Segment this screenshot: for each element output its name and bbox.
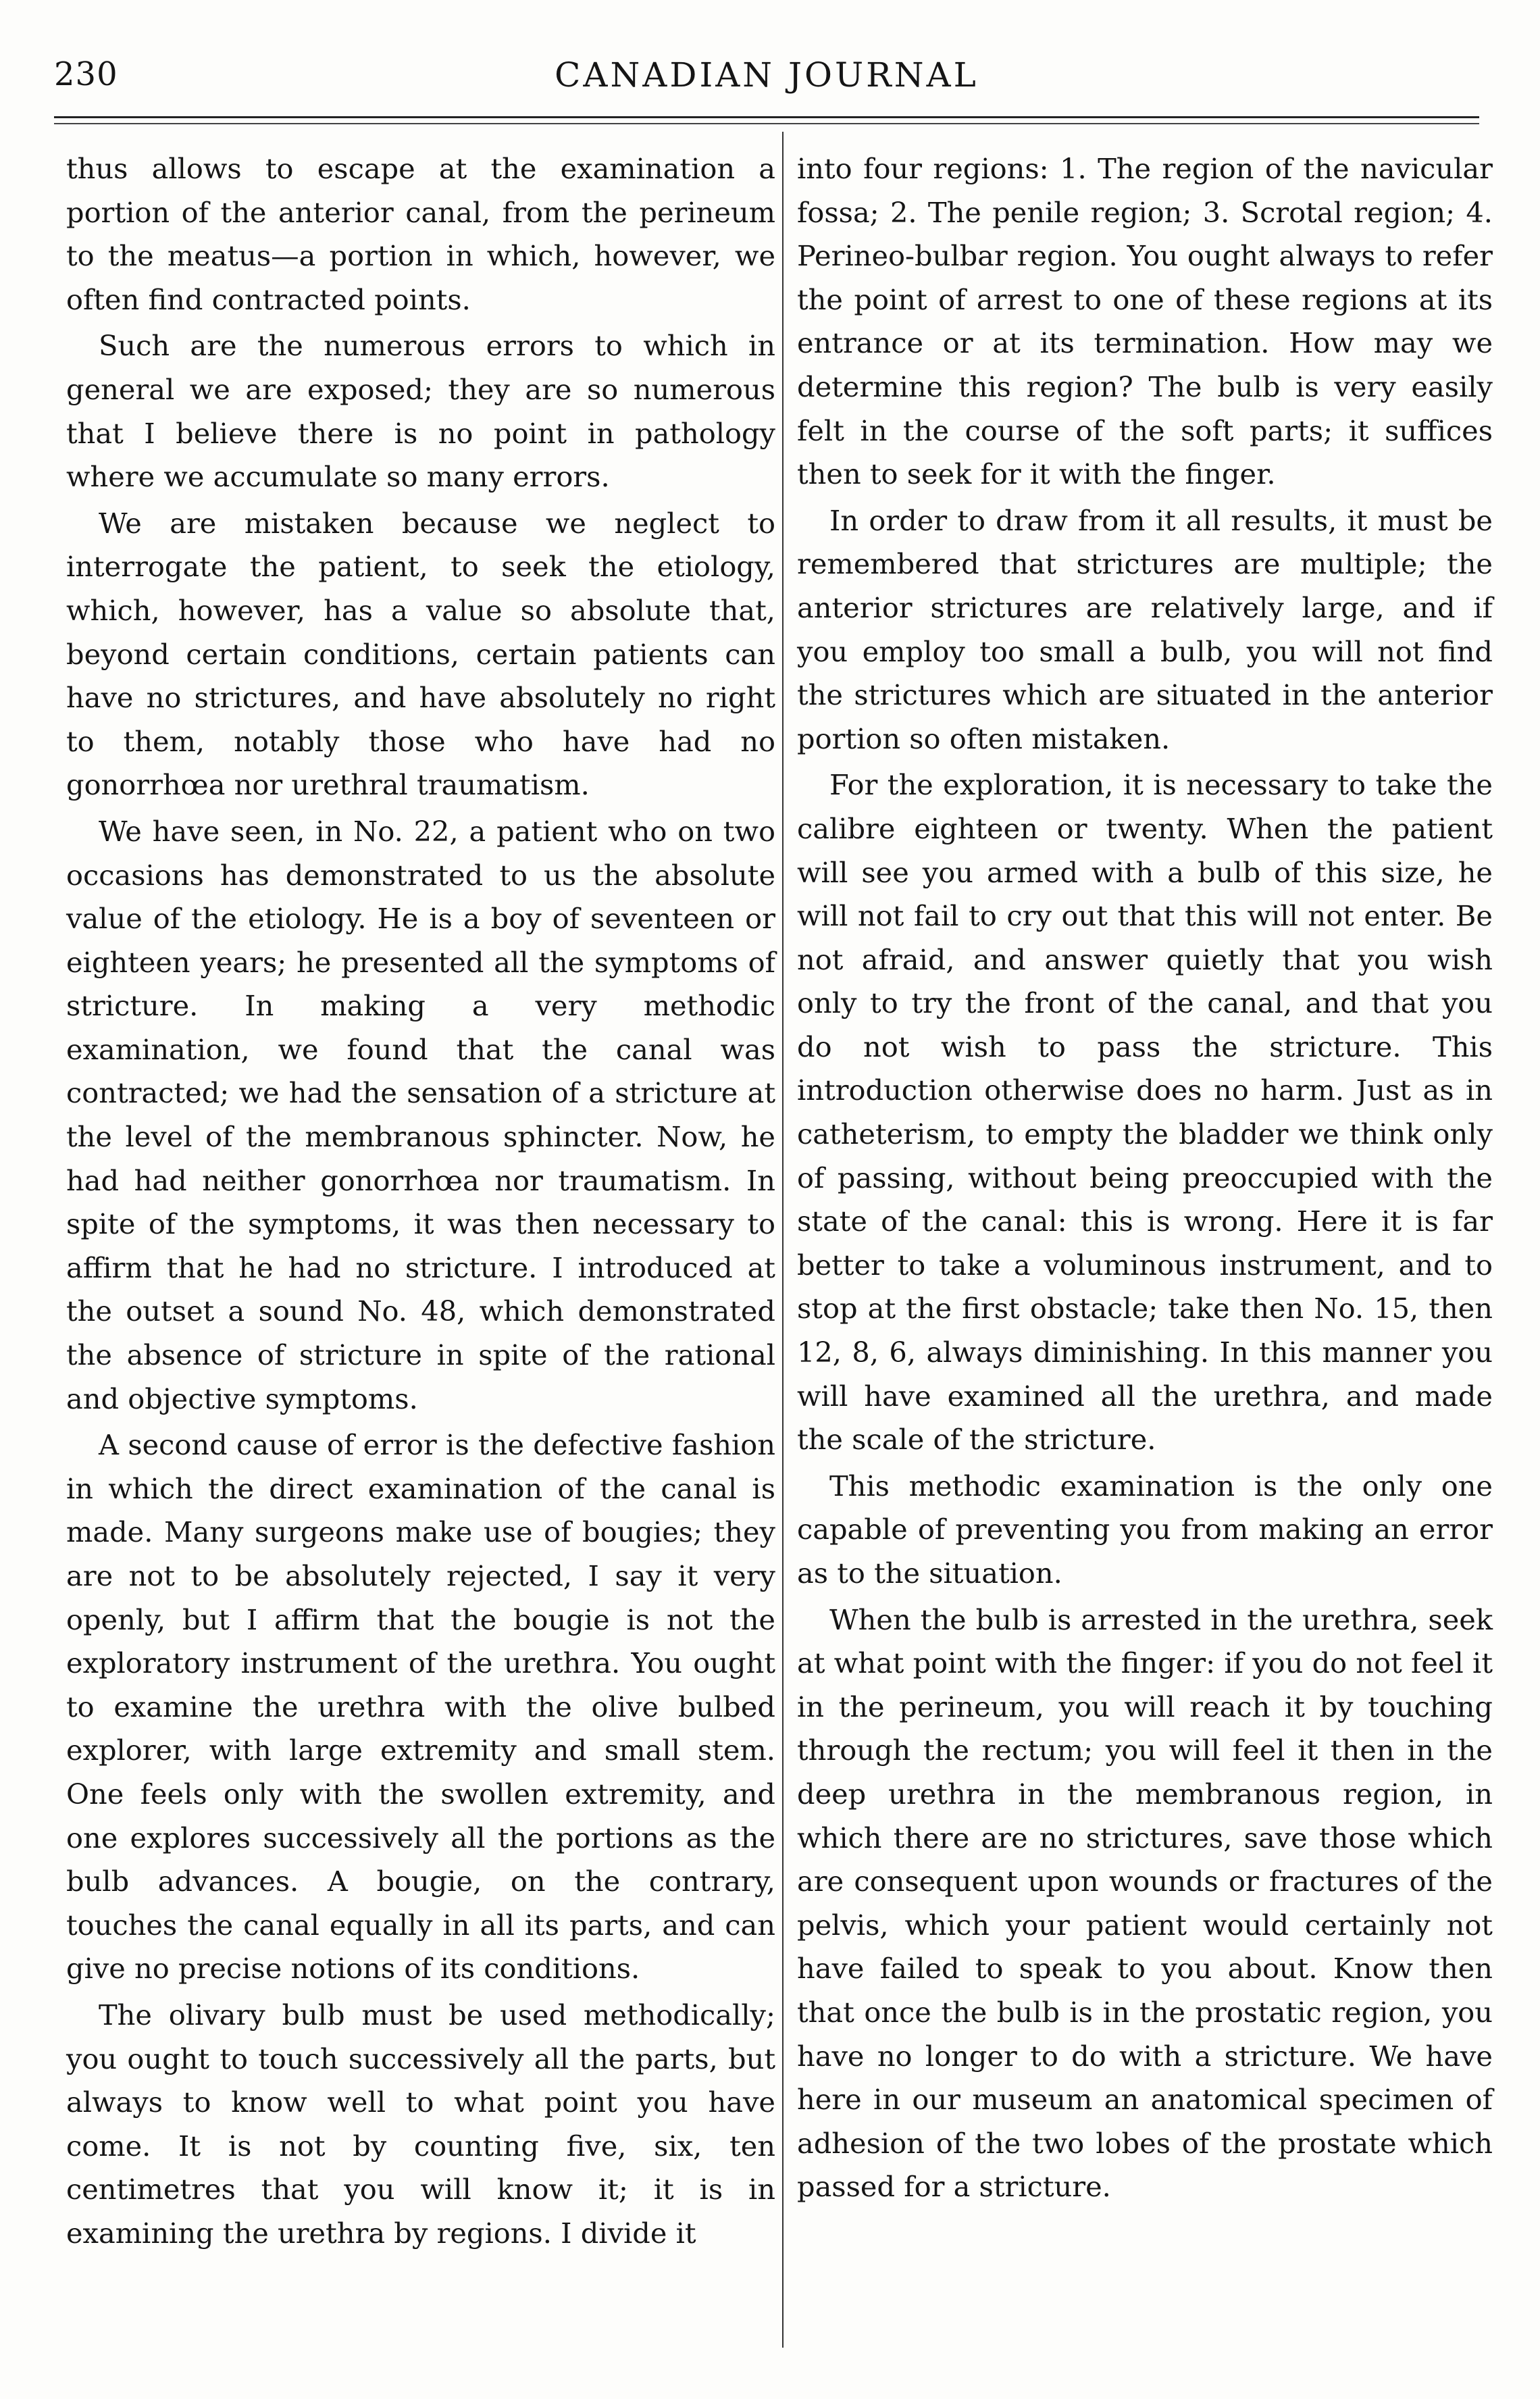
column-divider [782, 132, 784, 2348]
paragraph: In order to draw from it all results, it must be remembered that strictures are multiple; the anterior strictures are relatively large, and if you employ too small a bulb, you will not find the strictures which are situated in the anterior portion so often mistaken. [797, 503, 1493, 755]
page-number: 230 [54, 55, 118, 93]
paragraph: thus allows to escape at the examination a portion of the anterior canal, from the perineum to the meatus—a portion in which, however, we often find contracted points. [66, 152, 775, 316]
header-rule [54, 116, 1479, 118]
page-header [54, 55, 1479, 109]
running-title: CANADIAN JOURNAL [555, 55, 979, 95]
paragraph: When the bulb is arrested in the urethra, seek at what point with the finger: if you do not feel it in the perineum, you will reach it by touching through the rectum; you will feel it then in the deep urethra in the membranous region, in which there are no strictures, save those which are consequent upon wounds or fractures of the pelvis, which your patient would certainly not have failed to speak to you about. Know then that once the bulb is in the prostatic region, you have no longer to do with a stricture. We have here in our museum an anatomical specimen of adhesion of the two lobes of the prostate which passed for a stricture. [797, 1602, 1493, 2204]
paragraph: Such are the numerous errors to which in general we are exposed; they are so numerous that I believe there is no point in pathology where we accumulate so many errors. [66, 329, 775, 494]
paragraph: For the exploration, it is necessary to take the calibre eighteen or twenty. When the patient will see you armed with a bulb of this size, he will not fail to cry out that this will not enter. Be not afraid, and answer quietly that you wish only to try the front of the canal, and that you do not wish to pass the stricture. This introduction otherwise does no harm. Just as in catheterism, to empty the bladder we think only of passing, without being preoccupied with the state of the canal: this is wrong. Here it is far better to take a voluminous instrument, and to stop at the first obstacle; take then No. 15, then 12, 8, 6, always diminishing. In this manner you will have examined all the urethra, and made the scale of the stricture. [797, 768, 1493, 1457]
header-rule-double [54, 123, 1479, 124]
paragraph: into four regions: 1. The region of the navicular fossa; 2. The penile region; 3. Scrotal region; 4. Perineo-bulbar region. You ought always to refer the point of arrest to one of these regions at its entrance or at its termination. How may we determine this region? The bulb is very easily felt in the course of the soft parts; it suffices then to seek for it with the finger. [797, 152, 1493, 491]
paragraph: A second cause of error is the defective fashion in which the direct examination of the canal is made. Many surgeons make use of bougies; they are not to be absolutely rejected, I say it very openly, but I affirm that the bougie is not the exploratory instrument of the urethra. You ought to examine the urethra with the olive bulbed explorer, with large extremity and small stem. One feels only with the swollen extremity, and one explores successively all the portions as the bulb advances. A bougie, on the contrary, touches the canal equally in all its parts, and can give no precise notions of its conditions. [66, 1428, 775, 1986]
paragraph: The olivary bulb must be used methodically; you ought to touch successively all the parts, but always to know well to what point you have come. It is not by counting five, six, ten centimetres that you will know it; it is in examining the urethra by regions. I divide it [66, 1998, 775, 2250]
paragraph: We are mistaken because we neglect to interrogate the patient, to seek the etiology, which, however, has a value so absolute that, beyond certain conditions, certain patients can have no strictures, and have absolutely no right to them, notably those who have had no gonorrhœa nor urethral traumatism. [66, 506, 775, 802]
right-column [797, 147, 1493, 2209]
paragraph: We have seen, in No. 22, a patient who on two occasions has demonstrated to us the absolute value of the etiology. He is a boy of seventeen or eighteen years; he presented all the symptoms of stricture. In making a very methodic examination, we found that the canal was contracted; we had the sensation of a stricture at the level of the membranous sphincter. Now, he had had neither gonorrhœa nor traumatism. In spite of the symptoms, it was then necessary to affirm that he had no stricture. I introduced at the outset a sound No. 48, which demonstrated the absence of stricture in spite of the rational and objective symptoms. [66, 814, 775, 1415]
left-column [66, 147, 775, 2256]
paragraph: This methodic examination is the only one capable of preventing you from making an error as to the situation. [797, 1469, 1493, 1590]
